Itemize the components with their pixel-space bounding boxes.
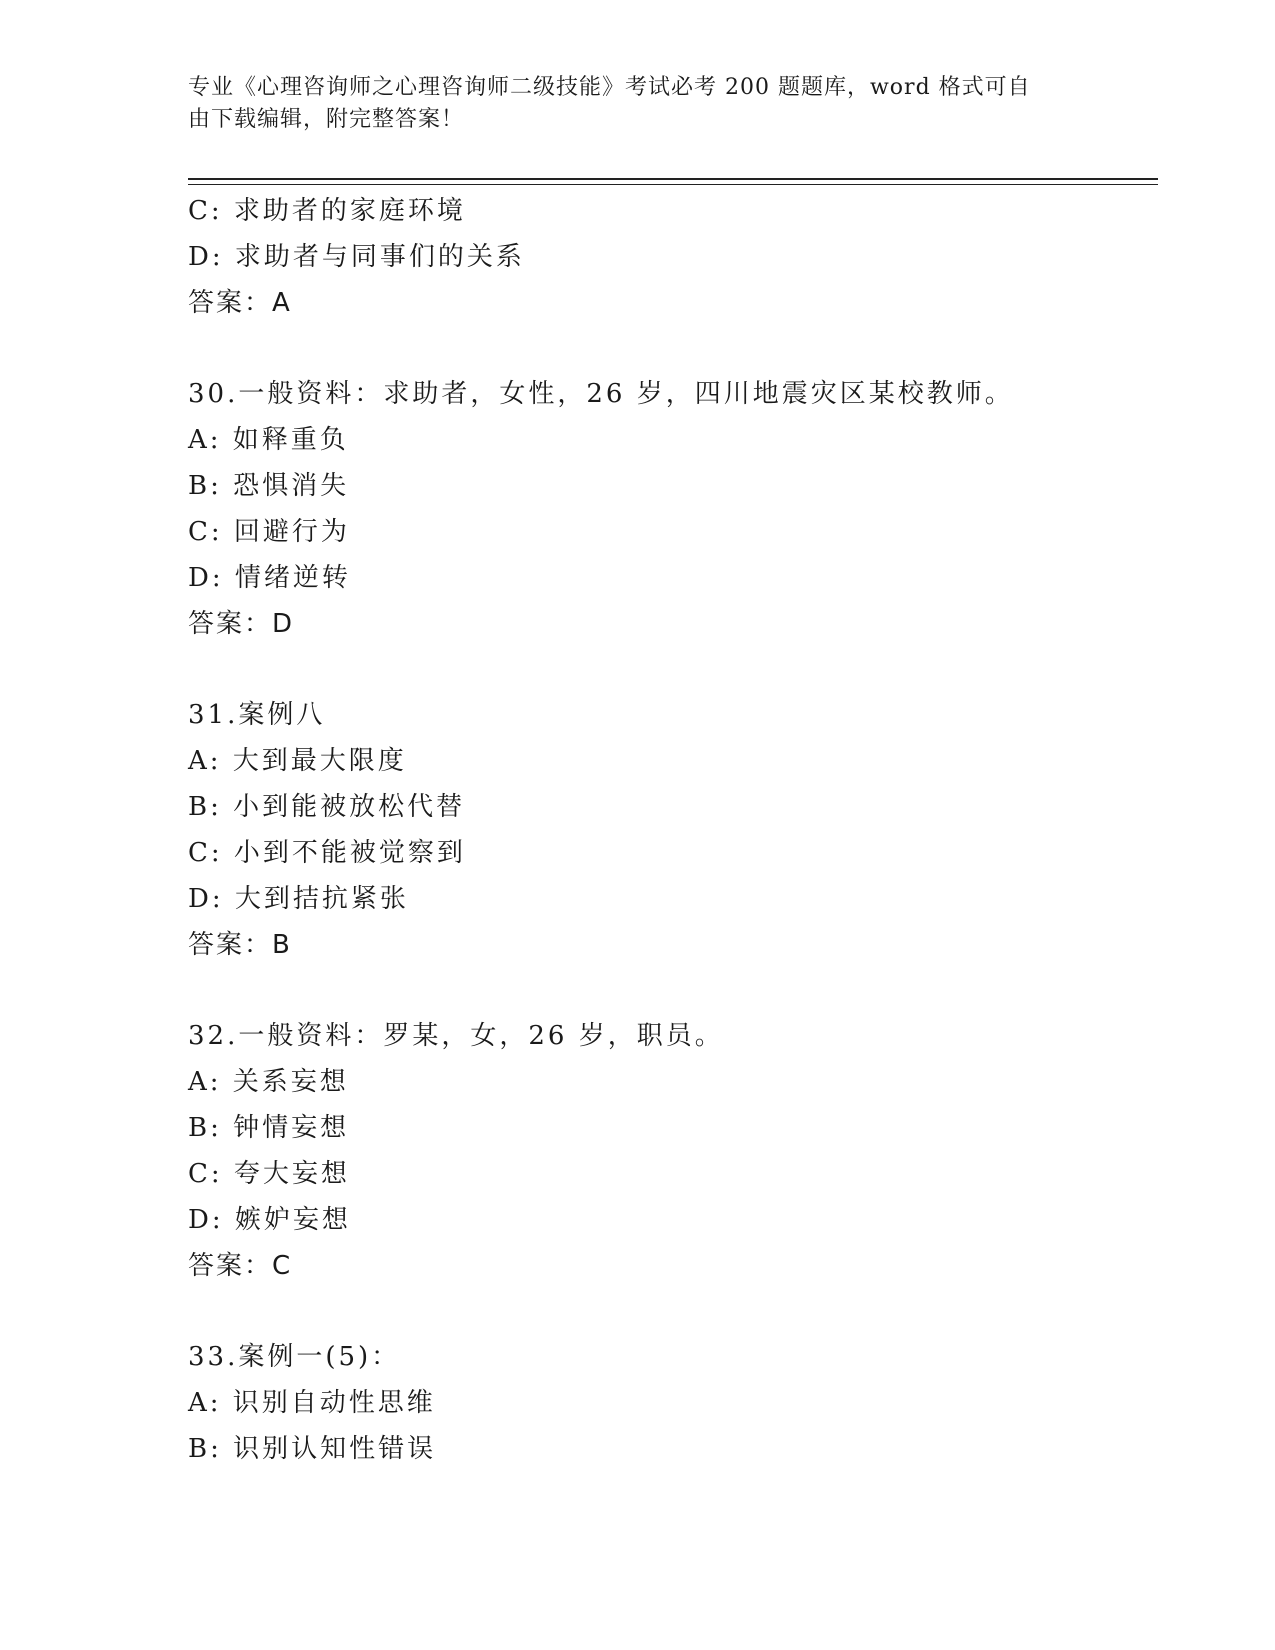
question-stem: 33.案例一(5)： [188, 1342, 401, 1372]
question-33 [188, 1334, 1158, 1472]
question-30 [188, 371, 1158, 647]
spacer [188, 1289, 1158, 1334]
document-header [188, 72, 1068, 136]
answer-line: 答案：B [188, 930, 292, 960]
answer-line: 答案：C [188, 1251, 293, 1281]
option-a: A: 大到最大限度 [188, 746, 407, 776]
continued-question [188, 188, 1158, 326]
option-d: D: 大到拮抗紧张 [188, 884, 409, 914]
option-d: D: 情绪逆转 [188, 563, 351, 593]
header-line-2: 由下载编辑，附完整答案！ [188, 107, 465, 132]
question-stem: 32.一般资料：罗某，女，26 岁，职员。 [188, 1021, 724, 1051]
option-c: C: 求助者的家庭环境 [188, 196, 466, 226]
option-b: B: 识别认知性错误 [188, 1434, 437, 1464]
question-list [188, 188, 1158, 1472]
option-a: A: 识别自动性思维 [188, 1388, 436, 1418]
spacer [188, 326, 1158, 371]
question-stem: 30.一般资料：求助者，女性，26 岁，四川地震灾区某校教师。 [188, 379, 1014, 409]
option-b: B: 小到能被放松代替 [188, 792, 466, 822]
option-b: B: 恐惧消失 [188, 471, 350, 501]
option-d: D: 嫉妒妄想 [188, 1205, 351, 1235]
header-line-1: 专业《心理咨询师之心理咨询师二级技能》考试必考 200 题题库，word 格式可自 [188, 75, 1031, 100]
option-c: C: 回避行为 [188, 517, 350, 547]
header-divider-thin [188, 184, 1158, 185]
option-a: A: 关系妄想 [188, 1067, 349, 1097]
header-divider-thick [188, 178, 1158, 180]
spacer [188, 647, 1158, 692]
option-d: D: 求助者与同事们的关系 [188, 242, 525, 272]
option-c: C: 小到不能被觉察到 [188, 838, 466, 868]
option-a: A: 如释重负 [188, 425, 349, 455]
answer-line: 答案：D [188, 609, 295, 639]
question-32 [188, 1013, 1158, 1289]
answer-line: 答案：A [188, 288, 292, 318]
question-31 [188, 692, 1158, 968]
option-c: C: 夸大妄想 [188, 1159, 350, 1189]
spacer [188, 968, 1158, 1013]
option-b: B: 钟情妄想 [188, 1113, 350, 1143]
question-stem: 31.案例八 [188, 700, 326, 730]
